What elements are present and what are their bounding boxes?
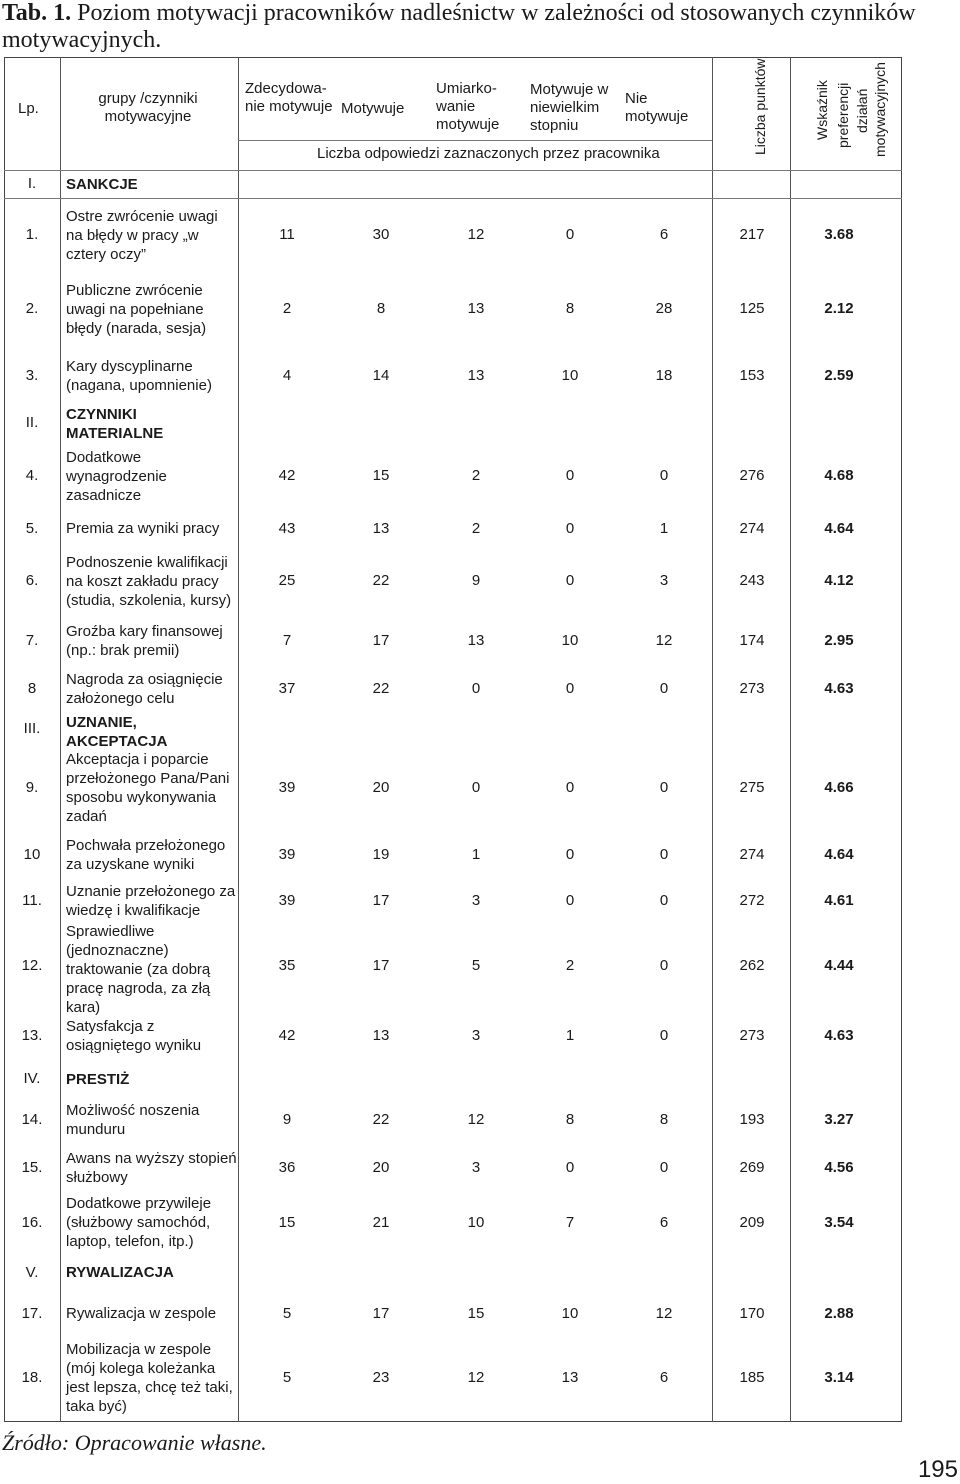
value-slightly-motivates: 0 bbox=[565, 846, 575, 863]
row-number: 2. bbox=[25, 300, 39, 317]
value-strongly-motivates: 36 bbox=[278, 1158, 296, 1176]
value-not-motivates: 0 bbox=[659, 892, 669, 909]
value-points: 209 bbox=[739, 1213, 765, 1231]
value-index: 2.88 bbox=[824, 1304, 854, 1322]
table-row bbox=[0, 545, 902, 617]
value-motivates: 13 bbox=[372, 1027, 390, 1044]
value-strongly-motivates: 11 bbox=[279, 226, 295, 243]
value-strongly-motivates: 37 bbox=[278, 680, 296, 697]
value-points: 273 bbox=[739, 1027, 765, 1044]
header-index-line4: motywacyjnych bbox=[872, 62, 888, 157]
table-row bbox=[0, 1096, 902, 1143]
value-points: 276 bbox=[739, 467, 765, 484]
value-moderately-motivates: 10 bbox=[467, 1213, 485, 1231]
row-number: 10 bbox=[23, 846, 41, 863]
value-slightly-motivates: 0 bbox=[565, 892, 575, 909]
factor-name: Akceptacja i poparcie przełożonego Pana/Pani sposobu wykonywania zadań bbox=[66, 750, 230, 825]
value-moderately-motivates: 13 bbox=[467, 632, 485, 649]
row-number: 12. bbox=[21, 957, 43, 974]
value-moderately-motivates: 1 bbox=[471, 846, 481, 863]
value-not-motivates: 8 bbox=[659, 1110, 669, 1128]
value-points: 272 bbox=[739, 892, 765, 909]
value-moderately-motivates: 5 bbox=[471, 957, 481, 974]
caption-text: Poziom motywacji pracowników nadleśnictw w zależności od stosowanych czynników motywacyjnych. bbox=[2, 0, 916, 53]
value-not-motivates: 28 bbox=[655, 300, 673, 317]
value-strongly-motivates: 5 bbox=[282, 1369, 292, 1386]
header-col-slightly-motivates: Motywuje w niewielkim stopniu bbox=[530, 81, 609, 134]
factor-name: Możliwość noszenia munduru bbox=[66, 1101, 200, 1138]
row-number: 16. bbox=[21, 1213, 43, 1231]
value-not-motivates: 18 bbox=[655, 366, 673, 384]
value-points: 125 bbox=[739, 300, 765, 317]
row-number: II. bbox=[25, 413, 39, 431]
value-slightly-motivates: 0 bbox=[565, 778, 575, 796]
section-title: RYWALIZACJA bbox=[66, 1264, 174, 1281]
factor-name: Dodatkowe wynagrodzenie zasadnicze bbox=[66, 448, 167, 504]
value-not-motivates: 0 bbox=[659, 1027, 669, 1044]
row-number: 3. bbox=[25, 366, 39, 384]
value-strongly-motivates: 39 bbox=[278, 846, 296, 863]
header-index-line1: Wskaźnik bbox=[814, 80, 830, 140]
value-moderately-motivates: 3 bbox=[471, 892, 481, 909]
section-title: CZYNNIKI MATERIALNE bbox=[66, 406, 164, 442]
value-moderately-motivates: 15 bbox=[467, 1304, 485, 1322]
value-not-motivates: 0 bbox=[659, 680, 669, 697]
value-strongly-motivates: 4 bbox=[282, 366, 292, 384]
table-row bbox=[0, 922, 902, 1016]
row-divider bbox=[238, 140, 712, 141]
value-not-motivates: 0 bbox=[659, 846, 669, 863]
value-slightly-motivates: 10 bbox=[561, 632, 579, 649]
value-motivates: 17 bbox=[372, 957, 390, 974]
value-index: 4.64 bbox=[824, 519, 854, 537]
value-points: 262 bbox=[739, 957, 765, 974]
value-index: 4.61 bbox=[824, 892, 854, 909]
value-moderately-motivates: 12 bbox=[467, 1110, 485, 1128]
value-index: 4.63 bbox=[824, 1027, 854, 1044]
factor-name: Satysfakcja z osiągniętego wyniku bbox=[66, 1018, 202, 1054]
value-not-motivates: 6 bbox=[659, 1213, 669, 1231]
value-index: 4.44 bbox=[824, 957, 854, 974]
value-strongly-motivates: 35 bbox=[278, 957, 296, 974]
value-index: 4.64 bbox=[824, 846, 854, 863]
value-points: 174 bbox=[739, 632, 765, 649]
factor-name: Awans na wyższy stopień służbowy bbox=[66, 1149, 237, 1186]
value-index: 4.66 bbox=[824, 778, 854, 796]
value-slightly-motivates: 0 bbox=[565, 519, 575, 537]
table-row bbox=[0, 1192, 902, 1253]
value-motivates: 17 bbox=[372, 892, 390, 909]
section-row bbox=[0, 1253, 902, 1292]
value-index: 4.12 bbox=[824, 572, 854, 589]
header-index-line2: preferencji bbox=[835, 82, 851, 148]
factor-name: Kary dyscyplinarne (nagana, upomnienie) bbox=[66, 357, 212, 394]
value-not-motivates: 6 bbox=[659, 1369, 669, 1386]
value-motivates: 20 bbox=[372, 778, 390, 796]
value-motivates: 14 bbox=[372, 366, 390, 384]
section-row bbox=[0, 405, 902, 440]
factor-name: Podnoszenie kwalifikacji na koszt zakładu pracy (studia, szkolenia, kursy) bbox=[66, 553, 232, 609]
value-not-motivates: 0 bbox=[659, 1158, 669, 1176]
value-strongly-motivates: 7 bbox=[282, 632, 292, 649]
table-row bbox=[0, 440, 902, 512]
value-not-motivates: 6 bbox=[659, 226, 669, 243]
table-row bbox=[0, 745, 902, 830]
value-moderately-motivates: 9 bbox=[471, 572, 481, 589]
table-row bbox=[0, 617, 902, 665]
row-number: 18. bbox=[21, 1369, 43, 1386]
row-number: 11. bbox=[22, 892, 42, 909]
value-moderately-motivates: 13 bbox=[467, 300, 485, 317]
value-slightly-motivates: 0 bbox=[565, 680, 575, 697]
value-slightly-motivates: 8 bbox=[565, 300, 575, 317]
value-strongly-motivates: 39 bbox=[278, 778, 296, 796]
section-row bbox=[0, 713, 902, 750]
row-number: III. bbox=[23, 720, 41, 737]
value-index: 2.95 bbox=[824, 632, 854, 649]
value-strongly-motivates: 25 bbox=[278, 572, 296, 589]
row-number: 1. bbox=[25, 226, 39, 243]
factor-name: Groźba kary finansowej (np.: brak premii) bbox=[66, 623, 223, 659]
row-number: 6. bbox=[25, 572, 39, 589]
row-number: 5. bbox=[25, 519, 39, 537]
value-moderately-motivates: 12 bbox=[467, 226, 485, 243]
value-strongly-motivates: 5 bbox=[282, 1304, 292, 1322]
value-not-motivates: 0 bbox=[659, 467, 669, 484]
value-points: 274 bbox=[739, 846, 765, 863]
value-motivates: 15 bbox=[372, 467, 390, 484]
value-slightly-motivates: 10 bbox=[561, 1304, 579, 1322]
section-title: SANKCJE bbox=[66, 175, 138, 193]
section-row bbox=[0, 1062, 902, 1096]
factor-name: Ostre zwrócenie uwagi na błędy w pracy „w cztery oczy” bbox=[66, 207, 218, 263]
value-moderately-motivates: 2 bbox=[471, 519, 481, 537]
table-row bbox=[0, 830, 902, 880]
value-index: 4.68 bbox=[824, 467, 854, 484]
value-index: 4.56 bbox=[824, 1158, 854, 1176]
value-index: 3.68 bbox=[824, 226, 854, 243]
value-points: 153 bbox=[739, 366, 765, 384]
table-row bbox=[0, 1292, 902, 1335]
value-points: 275 bbox=[739, 778, 765, 796]
value-motivates: 22 bbox=[372, 680, 390, 697]
value-strongly-motivates: 2 bbox=[282, 300, 292, 317]
value-slightly-motivates: 8 bbox=[565, 1110, 575, 1128]
value-strongly-motivates: 43 bbox=[278, 519, 296, 537]
value-slightly-motivates: 2 bbox=[565, 957, 575, 974]
value-slightly-motivates: 7 bbox=[565, 1213, 575, 1231]
header-col-motivates: Motywuje bbox=[341, 100, 405, 117]
value-moderately-motivates: 3 bbox=[471, 1027, 481, 1044]
value-motivates: 13 bbox=[372, 519, 390, 537]
value-motivates: 21 bbox=[372, 1213, 390, 1231]
header-lp: Lp. bbox=[18, 100, 39, 117]
section-row bbox=[0, 170, 902, 198]
header-col-not-motivates: Nie motywuje bbox=[625, 90, 689, 125]
value-moderately-motivates: 12 bbox=[467, 1369, 485, 1386]
value-moderately-motivates: 3 bbox=[471, 1158, 481, 1176]
value-not-motivates: 12 bbox=[655, 1304, 673, 1322]
table-row bbox=[0, 198, 902, 272]
value-points: 273 bbox=[739, 680, 765, 697]
value-index: 4.63 bbox=[824, 680, 854, 697]
factor-name: Sprawiedliwe (jednoznaczne) traktowanie (za dobrą pracę nagroda, za złą kara) bbox=[66, 923, 211, 1016]
header-col-strongly-motivates: Zdecydowa-nie motywuje bbox=[245, 80, 333, 115]
table-row bbox=[0, 1010, 902, 1062]
row-number: 15. bbox=[21, 1158, 43, 1176]
factor-name: Pochwała przełożonego za uzyskane wyniki bbox=[66, 837, 226, 873]
row-number: 8 bbox=[27, 680, 37, 697]
value-slightly-motivates: 0 bbox=[565, 467, 575, 484]
value-motivates: 19 bbox=[372, 846, 390, 863]
value-points: 274 bbox=[739, 519, 765, 537]
value-slightly-motivates: 10 bbox=[561, 366, 579, 384]
value-strongly-motivates: 15 bbox=[278, 1213, 296, 1231]
factor-name: Publiczne zwrócenie uwagi na popełniane błędy (narada, sesja) bbox=[66, 281, 207, 337]
value-not-motivates: 0 bbox=[659, 778, 669, 796]
section-title: PRESTIŻ bbox=[66, 1070, 130, 1088]
value-strongly-motivates: 42 bbox=[278, 467, 296, 484]
row-number: IV. bbox=[23, 1070, 41, 1087]
table-row bbox=[0, 346, 902, 405]
value-motivates: 17 bbox=[372, 632, 390, 649]
header-index-line3: działań bbox=[854, 88, 870, 133]
source-note: Źródło: Opracowanie własne. bbox=[2, 1430, 267, 1455]
header-col-moderately-motivates: Umiarko-wanie motywuje bbox=[436, 80, 500, 133]
value-index: 3.54 bbox=[824, 1213, 854, 1231]
row-number: 4. bbox=[25, 467, 39, 484]
value-strongly-motivates: 9 bbox=[282, 1110, 292, 1128]
value-motivates: 17 bbox=[372, 1304, 390, 1322]
value-not-motivates: 12 bbox=[655, 632, 673, 649]
section-title: UZNANIE, AKCEPTACJA bbox=[66, 714, 168, 750]
value-strongly-motivates: 39 bbox=[278, 892, 296, 909]
value-motivates: 8 bbox=[376, 300, 386, 317]
row-number: I. bbox=[27, 175, 37, 192]
value-moderately-motivates: 0 bbox=[471, 778, 481, 796]
factor-name: Dodatkowe przywileje (służbowy samochód, laptop, telefon, itp.) bbox=[66, 1195, 212, 1250]
value-moderately-motivates: 13 bbox=[467, 366, 485, 384]
header-group: grupy /czynniki motywacyjne bbox=[98, 90, 198, 125]
value-motivates: 22 bbox=[372, 1110, 390, 1128]
row-number: V. bbox=[25, 1263, 39, 1281]
value-index: 3.14 bbox=[824, 1369, 854, 1386]
value-points: 269 bbox=[739, 1158, 765, 1176]
header-span-note: Liczba odpowiedzi zaznaczonych przez pracownika bbox=[317, 145, 660, 162]
factor-name: Mobilizacja w zespole (mój kolega koleżanka jest lepsza, chcę też taki, taka być) bbox=[66, 1341, 233, 1415]
value-points: 243 bbox=[739, 572, 765, 589]
page-number: 195 bbox=[917, 1456, 958, 1483]
value-slightly-motivates: 0 bbox=[565, 226, 575, 243]
value-moderately-motivates: 2 bbox=[471, 467, 481, 484]
value-not-motivates: 3 bbox=[659, 572, 669, 589]
table-row bbox=[0, 512, 902, 545]
value-index: 2.59 bbox=[824, 366, 854, 384]
value-points: 217 bbox=[739, 226, 765, 243]
table-row bbox=[0, 1335, 902, 1421]
value-slightly-motivates: 13 bbox=[561, 1369, 579, 1386]
value-motivates: 20 bbox=[372, 1158, 390, 1176]
row-number: 13. bbox=[21, 1027, 43, 1044]
caption-label: Tab. 1. bbox=[2, 0, 72, 26]
row-number: 17. bbox=[21, 1304, 43, 1322]
value-points: 170 bbox=[739, 1304, 765, 1322]
row-number: 7. bbox=[25, 632, 39, 649]
table-caption bbox=[2, 0, 952, 54]
factor-name: Uznanie przełożonego za wiedzę i kwalifikacje bbox=[66, 883, 236, 919]
factor-name: Nagroda za osiągnięcie założonego celu bbox=[66, 671, 223, 707]
value-slightly-motivates: 0 bbox=[565, 1158, 575, 1176]
value-not-motivates: 0 bbox=[659, 957, 669, 974]
header-points: Liczba punktów bbox=[752, 58, 768, 155]
row-number: 14. bbox=[21, 1110, 43, 1128]
factor-name: Rywalizacja w zespole bbox=[66, 1305, 217, 1322]
table-row bbox=[0, 665, 902, 713]
value-index: 3.27 bbox=[824, 1110, 854, 1128]
value-index: 2.12 bbox=[824, 300, 854, 317]
table-row bbox=[0, 1143, 902, 1192]
row-number: 9. bbox=[25, 778, 39, 796]
value-slightly-motivates: 1 bbox=[565, 1027, 575, 1044]
value-points: 193 bbox=[739, 1110, 765, 1128]
value-strongly-motivates: 42 bbox=[278, 1027, 296, 1044]
value-motivates: 23 bbox=[372, 1369, 390, 1386]
value-points: 185 bbox=[739, 1369, 765, 1386]
value-slightly-motivates: 0 bbox=[565, 572, 575, 589]
table-row bbox=[0, 880, 902, 922]
value-motivates: 30 bbox=[372, 226, 390, 243]
value-not-motivates: 1 bbox=[659, 519, 669, 537]
value-motivates: 22 bbox=[372, 572, 390, 589]
factor-name: Premia za wyniki pracy bbox=[66, 520, 220, 537]
table-row bbox=[0, 272, 902, 346]
value-moderately-motivates: 0 bbox=[471, 680, 481, 697]
